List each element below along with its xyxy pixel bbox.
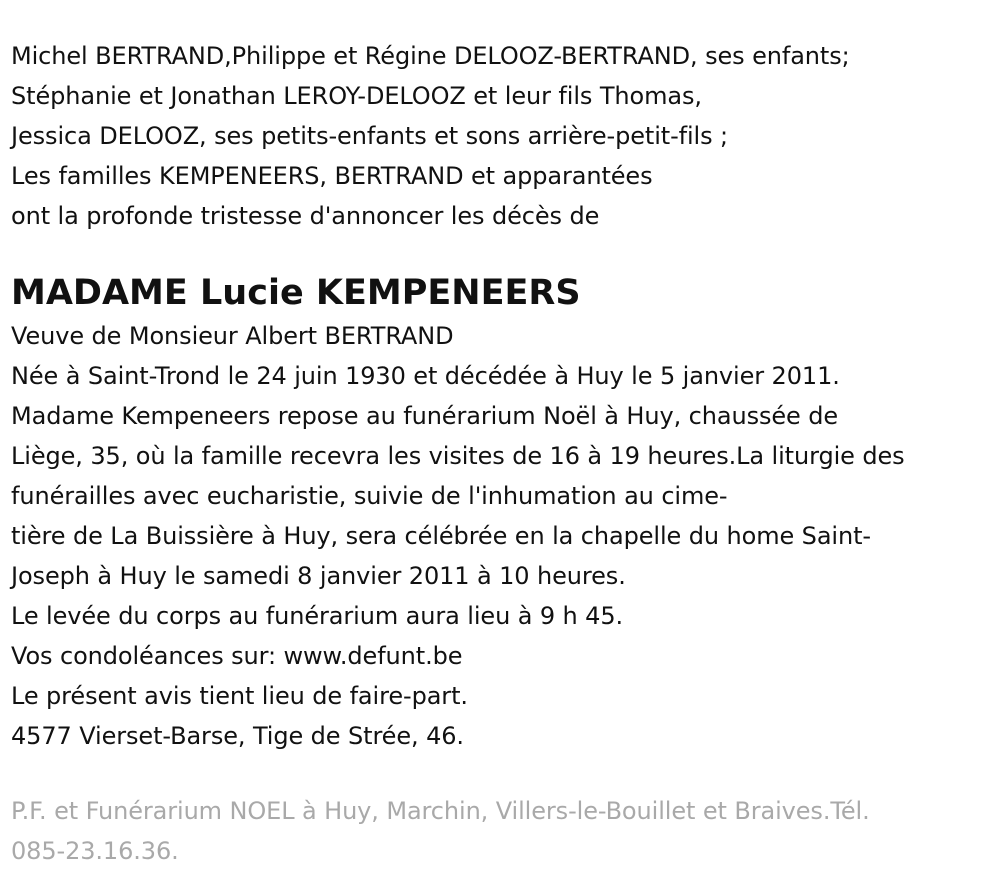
widow-line: Veuve de Monsieur Albert BERTRAND bbox=[11, 322, 454, 350]
death-notice bbox=[11, 36, 991, 871]
condolences-line: Vos condoléances sur: www.defunt.be bbox=[11, 642, 463, 670]
visiting-hours-line: Liège, 35, où la famille recevra les visites de 16 à 19 heures.La liturgie des bbox=[11, 442, 905, 470]
ceremony-date-line: Joseph à Huy le samedi 8 janvier 2011 à 10 heures. bbox=[11, 562, 626, 590]
liturgy-line: funérailles avec eucharistie, suivie de l'inhumation au cime- bbox=[11, 482, 728, 510]
intro-line-great-grandchildren: Jessica DELOOZ, ses petits-enfants et sons arrière-petit-fils ; bbox=[11, 122, 729, 150]
notice-details bbox=[11, 316, 991, 756]
intro-line-grandchildren: Stéphanie et Jonathan LEROY-DELOOZ et leur fils Thomas, bbox=[11, 82, 702, 110]
address-line: 4577 Vierset-Barse, Tige de Strée, 46. bbox=[11, 722, 464, 750]
notice-statement-line: Le présent avis tient lieu de faire-part. bbox=[11, 682, 468, 710]
funeral-service-footer bbox=[11, 791, 991, 871]
family-announcement bbox=[11, 36, 991, 236]
funeral-service-name: P.F. et Funérarium NOEL à Huy, Marchin, Villers-le-Bouillet et Braives.Tél. bbox=[11, 797, 870, 825]
birth-death-line: Née à Saint-Trond le 24 juin 1930 et décédée à Huy le 5 janvier 2011. bbox=[11, 362, 840, 390]
funeral-home-line: Madame Kempeneers repose au funérarium Noël à Huy, chaussée de bbox=[11, 402, 839, 430]
intro-line-children: Michel BERTRAND,Philippe et Régine DELOOZ-BERTRAND, ses enfants; bbox=[11, 42, 850, 70]
intro-line-announcement: ont la profonde tristesse d'annoncer les décès de bbox=[11, 202, 600, 230]
deceased-name-heading: MADAME Lucie KEMPENEERS bbox=[11, 273, 581, 313]
intro-line-families: Les familles KEMPENEERS, BERTRAND et apparantées bbox=[11, 162, 653, 190]
funeral-service-phone: 085-23.16.36. bbox=[11, 837, 179, 865]
departure-time-line: Le levée du corps au funérarium aura lieu à 9 h 45. bbox=[11, 602, 624, 630]
cemetery-line: tière de La Buissière à Huy, sera célébrée en la chapelle du home Saint- bbox=[11, 522, 871, 550]
